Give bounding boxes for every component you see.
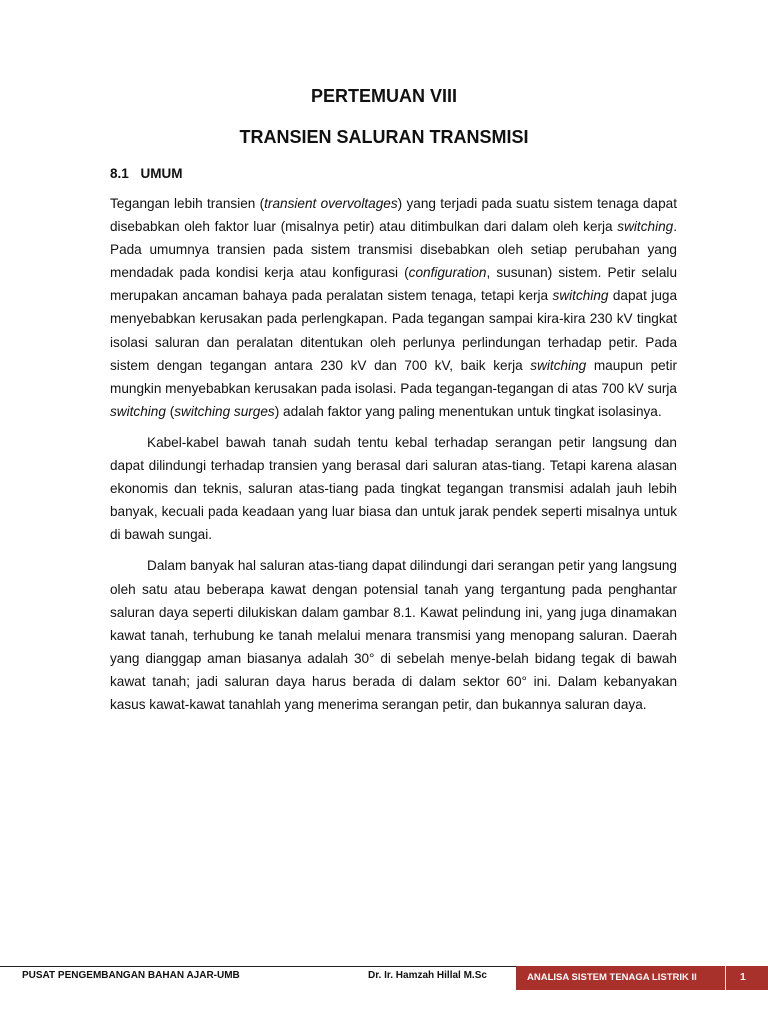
text-run: Kabel-kabel bawah tanah sudah tentu kebal terhadap serangan petir langsung dan dapat dilindungi terhadap transien yang berasal dari saluran atas-tiang. Tetapi karena alasan ekonomis dan teknis, saluran atas-tiang pada tingkat tegangan transmisi adalah jauh lebih banyak, kecuali pada keadaan yang luar biasa dan untuk jarak pendek seperti misalnya untuk di bawah sungai. (110, 434, 677, 543)
italic-term: switching (530, 357, 587, 373)
text-run: ) adalah faktor yang paling menentukan untuk tingkat isolasinya. (274, 403, 662, 419)
paragraph (110, 192, 677, 423)
footer-author: Dr. Ir. Hamzah Hillal M.Sc (368, 970, 487, 981)
text-run: , susunan) sistem. Petir selalu merupakan ancaman bahaya pada peralatan sistem tenaga, tetapi kerja (110, 265, 678, 304)
italic-term: configuration (408, 265, 487, 281)
italic-term: switching (617, 219, 674, 235)
italic-term: transient overvoltages (264, 196, 398, 211)
paragraph (110, 431, 677, 546)
footer-separator (725, 966, 726, 990)
italic-term: switching (552, 288, 609, 304)
section-heading (110, 166, 183, 181)
text-run: Dalam banyak hal saluran atas-tiang dapat dilindungi dari serangan petir yang langsung oleh satu atau beberapa kawat dengan potensial tanah yang tergantung pada penghantar saluran daya seperti dilukiskan dalam gambar 8.1. Kawat pelindung ini, yang juga dinamakan kawat tanah, terhubung ke tanah melalui menara transmisi yang menopang saluran. Daerah yang dianggap aman biasanya adalah 30° di sebelah menye-belah bidang tegak di bawah kawat tanah; jadi saluran daya harus berada di dalam sektor 60° ini. Dalam kebanyakan kasus kawat-kawat tanahlah yang menerima serangan petir, dan bukannya saluran daya. (110, 558, 677, 712)
italic-term: switching (110, 403, 166, 419)
text-run: dapat juga menyebabkan kerusakan pada perlengkapan. Pada tegangan sampai kira-kira 230 kV tingkat isolasi saluran dan peralatan ditentukan oleh perlunya perlindungan terhadap petir. Pada sistem dengan tegangan antara 230 kV dan 700 kV, baik kerja (110, 288, 677, 373)
italic-term: switching surges (174, 403, 275, 419)
paragraph (110, 554, 677, 716)
footer-rule (0, 966, 516, 967)
section-number: 8.1 (110, 166, 129, 181)
document-title: PERTEMUAN VIII (310, 86, 457, 106)
section-title: UMUM (140, 166, 183, 181)
text-run: maupun petir mungkin menyebabkan kerusakan pada isolasi. Pada tegangan-tegangan di atas 700 kV surja (110, 357, 678, 396)
footer-institution: PUSAT PENGEMBANGAN BAHAN AJAR-UMB (22, 970, 240, 981)
text-run: . Pada umumnya transien pada sistem transmisi disebabkan oleh setiap perubahan yang mendadak pada kondisi kerja atau konfigurasi ( (110, 219, 677, 281)
footer-course-band (516, 966, 768, 990)
text-run: ) yang terjadi pada suatu sistem tenaga dapat disebabkan oleh faktor luar (misalnya petir) atau ditimbulkan dari dalam oleh kerja (110, 196, 677, 235)
footer-course-title: ANALISA SISTEM TENAGA LISTRIK II (527, 972, 697, 983)
body-text (110, 192, 677, 724)
page-number: 1 (740, 971, 746, 983)
text-run: ( (165, 403, 175, 419)
document-subtitle: TRANSIEN SALURAN TRANSMISI (239, 127, 529, 147)
text-run: Tegangan lebih transien ( (110, 196, 265, 211)
